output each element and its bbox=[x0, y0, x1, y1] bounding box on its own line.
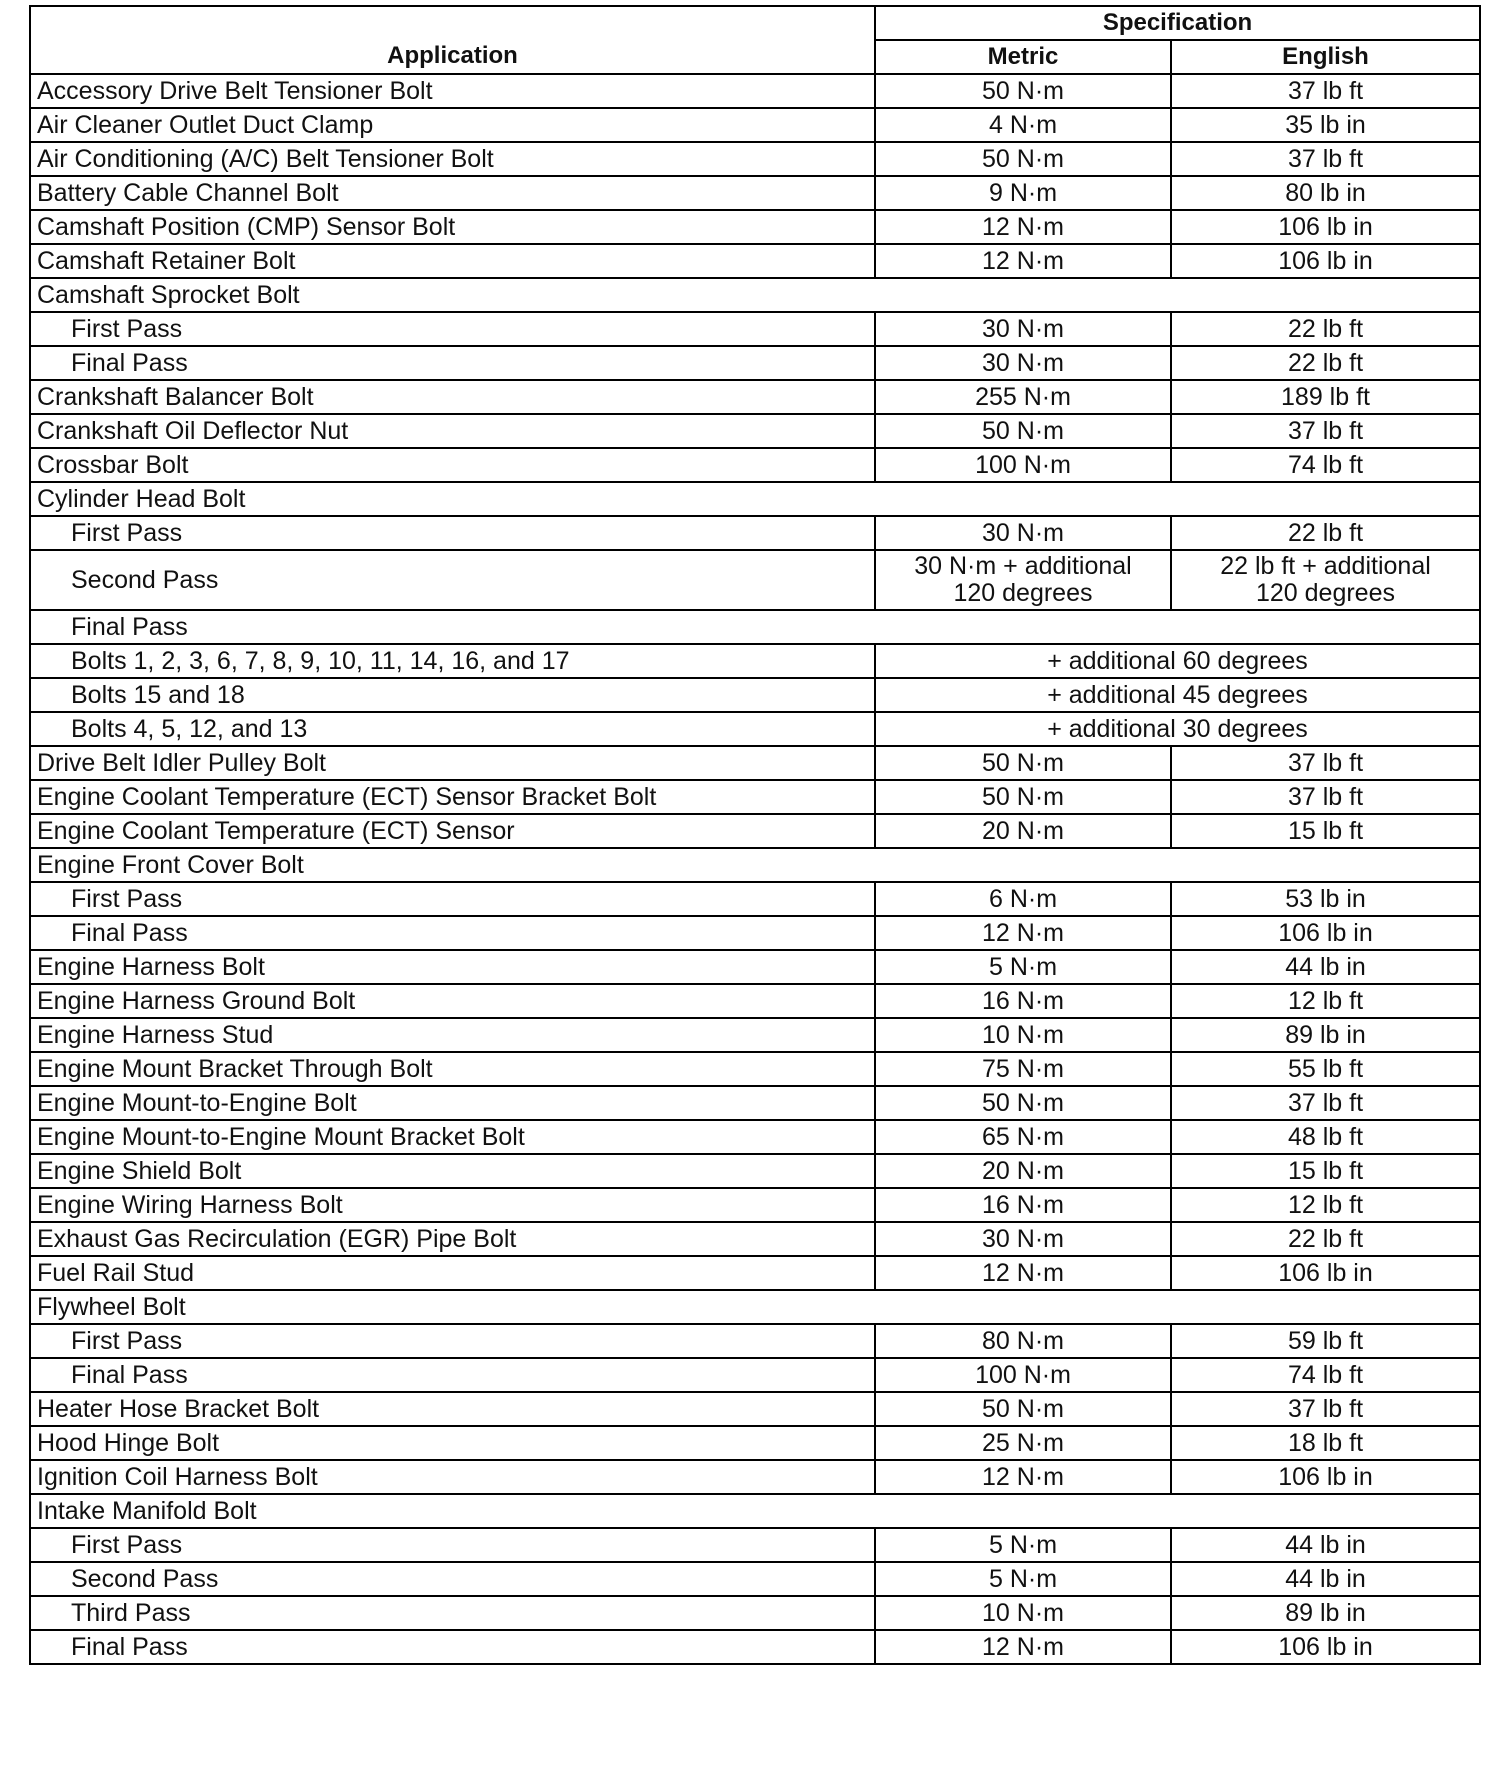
table-row bbox=[30, 1222, 1480, 1256]
application-subcell: Bolts 15 and 18 bbox=[30, 678, 875, 712]
metric-value: 50 N·m bbox=[875, 414, 1171, 448]
application-cell: Engine Mount-to-Engine Mount Bracket Bolt bbox=[30, 1120, 875, 1154]
metric-value: 12 N·m bbox=[875, 1630, 1171, 1664]
english-value: 37 lb ft bbox=[1171, 74, 1480, 108]
application-subcell: First Pass bbox=[30, 1324, 875, 1358]
table-row bbox=[30, 610, 1480, 644]
table-row bbox=[30, 1494, 1480, 1528]
table-row bbox=[30, 1358, 1480, 1392]
english-value: 74 lb ft bbox=[1171, 448, 1480, 482]
english-value: 48 lb ft bbox=[1171, 1120, 1480, 1154]
table-row bbox=[30, 984, 1480, 1018]
application-cell: Camshaft Position (CMP) Sensor Bolt bbox=[30, 210, 875, 244]
metric-value: 30 N·m bbox=[875, 346, 1171, 380]
english-value: 22 lb ft bbox=[1171, 1222, 1480, 1256]
english-value: 59 lb ft bbox=[1171, 1324, 1480, 1358]
english-value: 37 lb ft bbox=[1171, 1392, 1480, 1426]
application-group-cell: Cylinder Head Bolt bbox=[30, 482, 1480, 516]
table-row bbox=[30, 1086, 1480, 1120]
table-row bbox=[30, 1018, 1480, 1052]
application-cell: Engine Harness Stud bbox=[30, 1018, 875, 1052]
metric-value: 50 N·m bbox=[875, 780, 1171, 814]
application-cell: Drive Belt Idler Pulley Bolt bbox=[30, 746, 875, 780]
table-row bbox=[30, 746, 1480, 780]
spanned-spec-value: + additional 60 degrees bbox=[875, 644, 1480, 678]
table-row bbox=[30, 448, 1480, 482]
application-cell: Crankshaft Balancer Bolt bbox=[30, 380, 875, 414]
application-subcell: First Pass bbox=[30, 882, 875, 916]
spanned-spec-value: + additional 30 degrees bbox=[875, 712, 1480, 746]
application-cell: Accessory Drive Belt Tensioner Bolt bbox=[30, 74, 875, 108]
torque-spec-table bbox=[29, 5, 1481, 1665]
application-group-cell: Flywheel Bolt bbox=[30, 1290, 1480, 1324]
metric-value: 50 N·m bbox=[875, 142, 1171, 176]
metric-value: 12 N·m bbox=[875, 1256, 1171, 1290]
english-line-1: 22 lb ft + additional bbox=[1220, 552, 1431, 580]
metric-header: Metric bbox=[875, 40, 1171, 74]
table-row bbox=[30, 414, 1480, 448]
metric-value: 30 N·m bbox=[875, 312, 1171, 346]
table-row bbox=[30, 482, 1480, 516]
application-cell: Engine Harness Bolt bbox=[30, 950, 875, 984]
metric-value: 20 N·m bbox=[875, 814, 1171, 848]
table-row bbox=[30, 1596, 1480, 1630]
metric-value: 50 N·m bbox=[875, 1392, 1171, 1426]
table-row bbox=[30, 278, 1480, 312]
english-value: 106 lb in bbox=[1171, 1256, 1480, 1290]
spanned-spec-value: + additional 45 degrees bbox=[875, 678, 1480, 712]
table-row bbox=[30, 244, 1480, 278]
english-value: 80 lb in bbox=[1171, 176, 1480, 210]
table-row bbox=[30, 1324, 1480, 1358]
english-value: 37 lb ft bbox=[1171, 1086, 1480, 1120]
table-row bbox=[30, 1120, 1480, 1154]
english-value bbox=[1171, 550, 1480, 610]
table-row bbox=[30, 380, 1480, 414]
english-value: 35 lb in bbox=[1171, 108, 1480, 142]
application-subcell: Bolts 1, 2, 3, 6, 7, 8, 9, 10, 11, 14, 16, and 17 bbox=[30, 644, 875, 678]
metric-value: 12 N·m bbox=[875, 1460, 1171, 1494]
application-cell: Engine Mount Bracket Through Bolt bbox=[30, 1052, 875, 1086]
metric-value: 30 N·m bbox=[875, 516, 1171, 550]
application-cell: Camshaft Retainer Bolt bbox=[30, 244, 875, 278]
english-value: 22 lb ft bbox=[1171, 346, 1480, 380]
table-row bbox=[30, 1052, 1480, 1086]
table-row bbox=[30, 712, 1480, 746]
specification-header: Specification bbox=[875, 6, 1480, 40]
table-row bbox=[30, 1188, 1480, 1222]
table-row bbox=[30, 210, 1480, 244]
english-value: 15 lb ft bbox=[1171, 814, 1480, 848]
english-value: 106 lb in bbox=[1171, 1460, 1480, 1494]
application-group-cell: Intake Manifold Bolt bbox=[30, 1494, 1480, 1528]
english-value: 106 lb in bbox=[1171, 244, 1480, 278]
application-subcell: Third Pass bbox=[30, 1596, 875, 1630]
table-row bbox=[30, 1528, 1480, 1562]
metric-value: 20 N·m bbox=[875, 1154, 1171, 1188]
metric-value: 12 N·m bbox=[875, 210, 1171, 244]
metric-value: 6 N·m bbox=[875, 882, 1171, 916]
metric-value: 75 N·m bbox=[875, 1052, 1171, 1086]
table-row bbox=[30, 1630, 1480, 1664]
application-cell: Hood Hinge Bolt bbox=[30, 1426, 875, 1460]
table-row bbox=[30, 550, 1480, 610]
application-cell: Air Cleaner Outlet Duct Clamp bbox=[30, 108, 875, 142]
application-cell: Engine Harness Ground Bolt bbox=[30, 984, 875, 1018]
application-cell: Heater Hose Bracket Bolt bbox=[30, 1392, 875, 1426]
application-subcell: Final Pass bbox=[30, 1358, 875, 1392]
metric-value: 25 N·m bbox=[875, 1426, 1171, 1460]
metric-value: 100 N·m bbox=[875, 1358, 1171, 1392]
table-row bbox=[30, 74, 1480, 108]
table-row bbox=[30, 1392, 1480, 1426]
table-row bbox=[30, 346, 1480, 380]
application-cell: Engine Coolant Temperature (ECT) Sensor bbox=[30, 814, 875, 848]
english-value: 15 lb ft bbox=[1171, 1154, 1480, 1188]
english-value: 106 lb in bbox=[1171, 916, 1480, 950]
metric-value: 16 N·m bbox=[875, 984, 1171, 1018]
metric-value: 100 N·m bbox=[875, 448, 1171, 482]
metric-value: 5 N·m bbox=[875, 950, 1171, 984]
table-row bbox=[30, 950, 1480, 984]
english-value: 12 lb ft bbox=[1171, 984, 1480, 1018]
application-cell: Ignition Coil Harness Bolt bbox=[30, 1460, 875, 1494]
english-value: 22 lb ft bbox=[1171, 312, 1480, 346]
metric-value bbox=[875, 550, 1171, 610]
application-cell: Fuel Rail Stud bbox=[30, 1256, 875, 1290]
english-value: 53 lb in bbox=[1171, 882, 1480, 916]
application-cell: Engine Coolant Temperature (ECT) Sensor Bracket Bolt bbox=[30, 780, 875, 814]
metric-value: 9 N·m bbox=[875, 176, 1171, 210]
table-row bbox=[30, 644, 1480, 678]
metric-value: 30 N·m bbox=[875, 1222, 1171, 1256]
application-subgroup-cell: Final Pass bbox=[30, 610, 1480, 644]
metric-value: 5 N·m bbox=[875, 1528, 1171, 1562]
english-value: 74 lb ft bbox=[1171, 1358, 1480, 1392]
application-cell: Engine Mount-to-Engine Bolt bbox=[30, 1086, 875, 1120]
metric-value: 10 N·m bbox=[875, 1018, 1171, 1052]
english-value: 189 lb ft bbox=[1171, 380, 1480, 414]
application-cell: Engine Wiring Harness Bolt bbox=[30, 1188, 875, 1222]
table-row bbox=[30, 1426, 1480, 1460]
header-row-1 bbox=[30, 6, 1480, 40]
english-value: 18 lb ft bbox=[1171, 1426, 1480, 1460]
application-subcell: Bolts 4, 5, 12, and 13 bbox=[30, 712, 875, 746]
english-value: 106 lb in bbox=[1171, 210, 1480, 244]
table-body bbox=[30, 74, 1480, 1664]
english-value: 12 lb ft bbox=[1171, 1188, 1480, 1222]
application-header: Application bbox=[30, 6, 875, 74]
metric-value: 50 N·m bbox=[875, 746, 1171, 780]
application-subcell: Second Pass bbox=[30, 1562, 875, 1596]
english-header: English bbox=[1171, 40, 1480, 74]
english-value: 89 lb in bbox=[1171, 1596, 1480, 1630]
table-row bbox=[30, 516, 1480, 550]
application-cell: Engine Shield Bolt bbox=[30, 1154, 875, 1188]
metric-value: 80 N·m bbox=[875, 1324, 1171, 1358]
table-row bbox=[30, 1154, 1480, 1188]
table-row bbox=[30, 882, 1480, 916]
metric-value: 16 N·m bbox=[875, 1188, 1171, 1222]
table-row bbox=[30, 1460, 1480, 1494]
application-cell: Battery Cable Channel Bolt bbox=[30, 176, 875, 210]
metric-value: 5 N·m bbox=[875, 1562, 1171, 1596]
application-cell: Crankshaft Oil Deflector Nut bbox=[30, 414, 875, 448]
application-subcell: First Pass bbox=[30, 1528, 875, 1562]
english-value: 44 lb in bbox=[1171, 1562, 1480, 1596]
table-row bbox=[30, 848, 1480, 882]
metric-value: 12 N·m bbox=[875, 916, 1171, 950]
table-row bbox=[30, 1562, 1480, 1596]
table-row bbox=[30, 678, 1480, 712]
english-value: 37 lb ft bbox=[1171, 746, 1480, 780]
application-cell: Air Conditioning (A/C) Belt Tensioner Bolt bbox=[30, 142, 875, 176]
english-value: 37 lb ft bbox=[1171, 414, 1480, 448]
application-subcell: Second Pass bbox=[30, 550, 875, 610]
metric-line-1: 30 N·m + additional bbox=[914, 552, 1132, 580]
application-subcell: Final Pass bbox=[30, 916, 875, 950]
application-group-cell: Engine Front Cover Bolt bbox=[30, 848, 1480, 882]
table-row bbox=[30, 916, 1480, 950]
application-subcell: First Pass bbox=[30, 312, 875, 346]
metric-value: 50 N·m bbox=[875, 1086, 1171, 1120]
table-row bbox=[30, 1290, 1480, 1324]
english-line-2: 120 degrees bbox=[1255, 579, 1395, 607]
english-value: 106 lb in bbox=[1171, 1630, 1480, 1664]
application-subcell: Final Pass bbox=[30, 346, 875, 380]
table-row bbox=[30, 780, 1480, 814]
english-value: 22 lb ft bbox=[1171, 516, 1480, 550]
application-subcell: First Pass bbox=[30, 516, 875, 550]
english-value: 44 lb in bbox=[1171, 950, 1480, 984]
table-row bbox=[30, 814, 1480, 848]
metric-value: 10 N·m bbox=[875, 1596, 1171, 1630]
table-row bbox=[30, 108, 1480, 142]
english-value: 89 lb in bbox=[1171, 1018, 1480, 1052]
metric-value: 255 N·m bbox=[875, 380, 1171, 414]
english-value: 37 lb ft bbox=[1171, 142, 1480, 176]
metric-value: 50 N·m bbox=[875, 74, 1171, 108]
table-row bbox=[30, 312, 1480, 346]
application-group-cell: Camshaft Sprocket Bolt bbox=[30, 278, 1480, 312]
table-row bbox=[30, 142, 1480, 176]
english-value: 55 lb ft bbox=[1171, 1052, 1480, 1086]
metric-value: 65 N·m bbox=[875, 1120, 1171, 1154]
metric-value: 4 N·m bbox=[875, 108, 1171, 142]
application-cell: Exhaust Gas Recirculation (EGR) Pipe Bolt bbox=[30, 1222, 875, 1256]
metric-value: 12 N·m bbox=[875, 244, 1171, 278]
english-value: 44 lb in bbox=[1171, 1528, 1480, 1562]
english-value: 37 lb ft bbox=[1171, 780, 1480, 814]
application-subcell: Final Pass bbox=[30, 1630, 875, 1664]
table-row bbox=[30, 176, 1480, 210]
table-row bbox=[30, 1256, 1480, 1290]
application-cell: Crossbar Bolt bbox=[30, 448, 875, 482]
metric-line-2: 120 degrees bbox=[953, 579, 1093, 607]
